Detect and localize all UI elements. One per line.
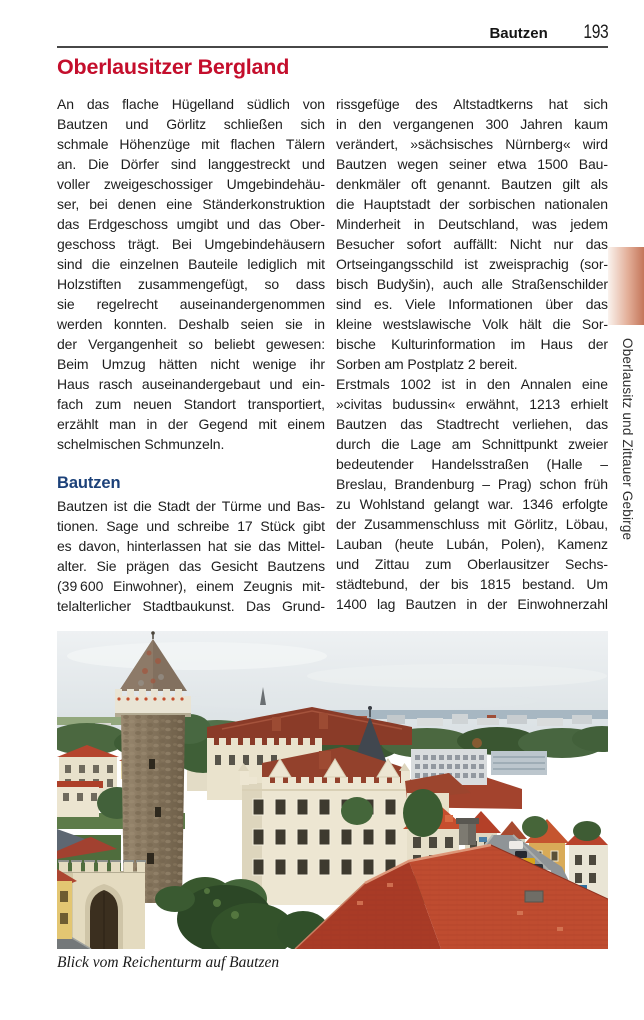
- chapter-edge-marker: [608, 247, 644, 325]
- paragraph: [57, 94, 325, 454]
- body-text-line: Beim Umzug hätten nicht wenige ihr: [57, 356, 325, 372]
- body-text-line: sind die einzelnen Bauteile lediglich mit: [57, 256, 325, 272]
- body-text-line: geschoss trägt. Bei Umgebindehäusern: [57, 236, 325, 252]
- body-text-line: voller zweigeschossiger Umgebindehäu-: [57, 176, 325, 192]
- body-text-line: Minderheit in Deutschland, was jedem: [336, 216, 608, 232]
- body-text-line: Haus rasch auseinandergebaut und ein-: [57, 376, 325, 392]
- body-text-line: der Vergangenheit so beliebt gewesen:: [57, 336, 325, 352]
- body-text-line: telalterlicher Stadtbaukunst. Das Grund-: [57, 598, 325, 614]
- bautzen-photo: [57, 631, 608, 949]
- body-text-line: Bautzen und Görlitz schließen sich: [57, 116, 325, 132]
- body-text-line: an. Die Dörfer sind langgestreckt und: [57, 156, 325, 172]
- page-header: [57, 22, 608, 44]
- paragraph: [336, 374, 608, 614]
- chapter-tab-label: Oberlausitz und Zittauer Gebirge: [620, 338, 635, 541]
- body-text-line: schelmischen Schmunzeln.: [57, 436, 225, 452]
- body-text-line: Ortseingangsschild ist zweisprachig (sor-: [336, 256, 608, 272]
- header-page-number: 193: [583, 22, 608, 43]
- body-text-line: An das flache Hügelland südlich von: [57, 96, 325, 112]
- body-text-line: Erstmals 1002 ist in den Annalen eine: [336, 376, 608, 392]
- header-rule: [57, 46, 608, 48]
- body-text-line: städtebund, der bis 1815 bestand. Um: [336, 576, 608, 592]
- body-text-line: bisch Budyšin), auch alle Straßenschilder: [336, 276, 608, 292]
- body-text-line: das Erdgeschoss umgibt und das Ober-: [57, 216, 325, 232]
- body-text-line: erzählt man in der Gegend mit einem: [57, 416, 325, 432]
- body-text-line: durch die Lage am Schnittpunkt zweier: [336, 436, 608, 452]
- body-text-line: in den vergangenen 300 Jahren kaum: [336, 116, 608, 132]
- body-text-line: schmale Höhenzüge mit flachen Tälern: [57, 136, 325, 152]
- left-column: [57, 94, 325, 616]
- body-text-line: Holzstiften zusammengefügt, so dass: [57, 276, 325, 292]
- body-text-line: »civitas budussin« erwähnt, 1213 erhielt: [336, 396, 608, 412]
- body-text-line: rissgefüge des Altstadtkerns hat sich: [336, 96, 608, 112]
- body-text-line: fach zum neuen Standort transportiert,: [57, 396, 325, 412]
- body-text-line: denkmäler oft genannt. Bautzen gilt als: [336, 176, 608, 192]
- body-text-line: Bautzen ist die Stadt der Türme und Bas-: [57, 498, 325, 514]
- body-text-line: und Zittau zum Oberlausitzer Sechs-: [336, 556, 608, 572]
- body-text-line: werden konnten. Deshalb seien sie in: [57, 316, 325, 332]
- body-text-line: (39 600 Einwohner), einem Zeugnis mit-: [57, 578, 325, 594]
- body-text-line: bische Kulturinformation im Haus der: [336, 336, 608, 352]
- body-text-line: Besucher sofort auffällt: Nicht nur das: [336, 236, 608, 252]
- body-text-line: kleine westslawische Volk hält die Sor-: [336, 316, 608, 332]
- body-text-line: alter. Sie prägen das Gesicht Bautzens: [57, 558, 325, 574]
- body-text-line: Bautzen wegen seiner etwa 1500 Bau-: [336, 156, 608, 172]
- body-text-line: verändert, »sächsisches Nürnberg« wird: [336, 136, 608, 152]
- body-text-line: zu Wohlstand gelangt war. 1346 erfolgte: [336, 496, 608, 512]
- body-text-line: Sorben am Postplatz 2 bereit.: [336, 356, 518, 372]
- article-title: Oberlausitzer Bergland: [57, 55, 290, 79]
- right-column: [336, 94, 608, 616]
- photo-caption: Blick vom Reichenturm auf Bautzen: [57, 954, 280, 971]
- body-text-line: tionen. Sage und schreibe 17 Stück gibt: [57, 518, 325, 534]
- body-text-line: Bautzen das Stadtrecht verliehen, das: [336, 416, 608, 432]
- body-text-line: Lauban (heute Lubán, Polen), Kamenz: [336, 536, 608, 552]
- body-text-line: 1400 lag Bautzen in der Einwohnerzahl: [336, 596, 608, 612]
- body-text-line: der Zusammenschluss mit Görlitz, Löbau,: [336, 516, 608, 532]
- body-text-line: sie regelrecht auseinandergenommen: [57, 296, 325, 312]
- body-text-line: Breslau, Brandenburg – Prag) schon früh: [336, 476, 608, 492]
- subheading: Bautzen: [57, 474, 121, 492]
- paragraph: [57, 496, 325, 616]
- body-text-line: es davon, hinterlassen hat sie das Mittel-: [57, 538, 325, 554]
- body-text-line: bedeutender Handelsstraßen (Halle –: [336, 456, 608, 472]
- header-section-label: Bautzen: [489, 25, 548, 42]
- body-text-line: sind es. Viele Informationen über das: [336, 296, 608, 312]
- cityscape-illustration: [57, 631, 608, 949]
- body-text-line: ser, bei denen eine Ständerkonstruktion: [57, 196, 325, 212]
- paragraph: [336, 94, 608, 374]
- article-body: [57, 94, 608, 616]
- body-text-line: die Hauptstadt der sorbischen nationalen: [336, 196, 608, 212]
